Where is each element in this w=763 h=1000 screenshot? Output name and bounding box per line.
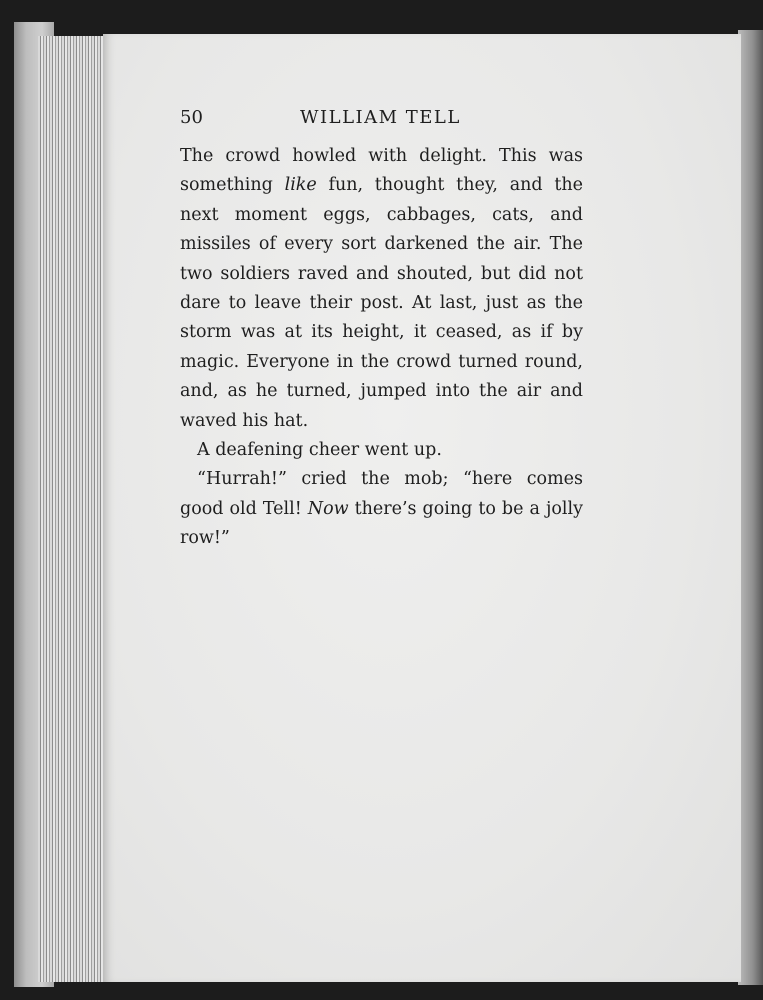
paragraph-1-text-a: The crowd howled with delight. This was something: [180, 146, 583, 196]
paragraph-3-text-b: there’s going to be a jolly row!”: [180, 498, 583, 549]
body-text: [180, 142, 583, 554]
paragraph-3: [180, 465, 583, 553]
paragraph-1-text-b: fun, thought they, and the next moment eggs, cabbages, cats, and missiles of every sort darkened the air. The two soldiers raved and shouted, but did not dare to leave their post. At last, just as the storm was at its height, it ceased, as if by magic. Everyone in the crowd turned round, and, as he turned, jumped into the air and waved his hat.: [180, 175, 583, 431]
paragraph-2-text: A deafening cheer went up.: [197, 440, 442, 461]
paragraph-1: [180, 142, 583, 436]
paragraph-3-italic: Now: [307, 498, 349, 519]
page-header: [180, 107, 580, 133]
page-number: 50: [180, 107, 203, 128]
paragraph-1-italic: like: [284, 175, 317, 196]
running-title: WILLIAM TELL: [300, 107, 461, 128]
book-cover-right-edge: [738, 30, 763, 985]
paragraph-3-text-a: “Hurrah!” cried the mob; “here comes good old Tell!: [180, 469, 583, 519]
paragraph-2: [180, 436, 583, 465]
page-stack-edges: [38, 36, 105, 982]
